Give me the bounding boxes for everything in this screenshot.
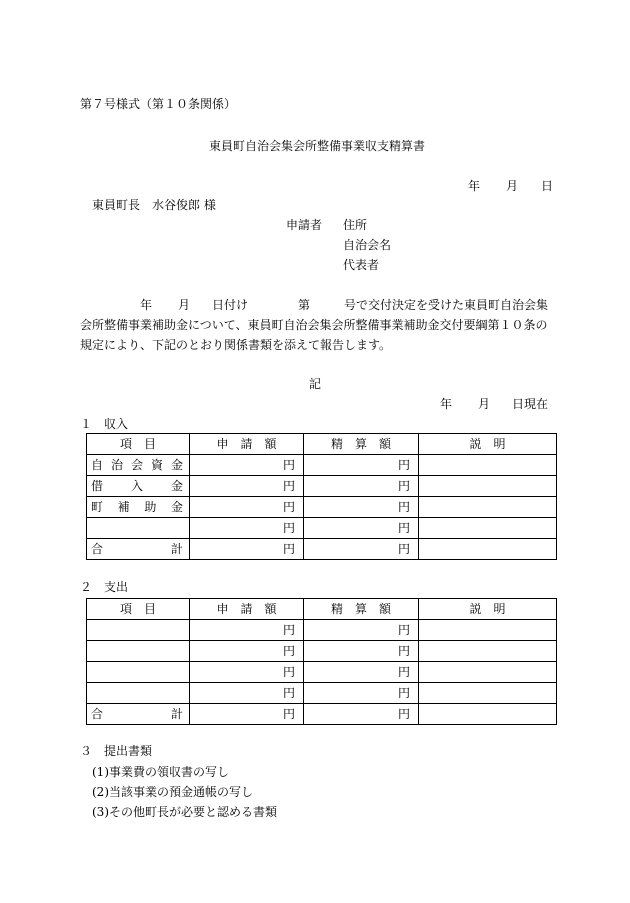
item-char: 金 — [170, 479, 183, 493]
request-amount-cell: 円 — [190, 704, 304, 725]
description-cell — [419, 620, 557, 641]
item-char: 自 — [91, 458, 104, 472]
body-month-label: 月 — [178, 298, 191, 312]
asof-year-label: 年 — [440, 397, 453, 411]
body-number-prefix: 第 — [298, 298, 311, 312]
row-item-cell — [87, 641, 190, 662]
item-char: 金 — [170, 500, 183, 514]
description-cell — [419, 497, 557, 518]
table-row — [87, 518, 557, 539]
document-item: (3)その他町長が必要と認める書類 — [92, 805, 277, 819]
row-item-cell — [87, 476, 190, 497]
body-year-label: 年 — [140, 298, 153, 312]
row-item-cell — [87, 497, 190, 518]
description-cell — [419, 704, 557, 725]
item-char: 計 — [170, 542, 183, 556]
item-char: 計 — [170, 707, 183, 721]
table-row — [87, 704, 557, 725]
date-day-label: 日 — [541, 179, 554, 193]
item-char: 合 — [91, 707, 104, 721]
row-item-cell — [87, 683, 190, 704]
description-cell — [419, 662, 557, 683]
document-item: (1)事業費の領収書の写し — [92, 765, 229, 779]
documents-heading: ３ 提出書類 — [80, 744, 153, 758]
request-amount-cell: 円 — [190, 455, 304, 476]
settled-amount-cell: 円 — [304, 683, 419, 704]
request-amount-cell: 円 — [190, 476, 304, 497]
row-item-cell — [87, 662, 190, 683]
income-heading: １ 収入 — [80, 417, 129, 431]
settled-amount-cell: 円 — [304, 476, 419, 497]
table-row — [87, 641, 557, 662]
request-amount-cell: 円 — [190, 683, 304, 704]
expense-table — [86, 598, 557, 725]
request-amount-cell: 円 — [190, 497, 304, 518]
description-cell — [419, 476, 557, 497]
request-amount-cell: 円 — [190, 518, 304, 539]
item-char: 町 — [91, 500, 104, 514]
row-item-cell — [87, 704, 190, 725]
date-year-label: 年 — [468, 179, 481, 193]
request-amount-cell: 円 — [190, 620, 304, 641]
settled-amount-cell: 円 — [304, 641, 419, 662]
table-row — [87, 539, 557, 560]
row-item-cell — [87, 518, 190, 539]
item-char: 会 — [130, 458, 143, 472]
asof-month-label: 月 — [478, 397, 491, 411]
addressee: 東員町長 水谷俊郎 様 — [92, 198, 216, 212]
row-item-cell — [87, 539, 190, 560]
settled-amount-cell: 円 — [304, 539, 419, 560]
document-title: 東員町自治会集会所整備事業収支精算書 — [209, 139, 426, 153]
header-description: 説 明 — [419, 599, 557, 620]
request-amount-cell: 円 — [190, 641, 304, 662]
applicant-address-label: 住所 — [343, 218, 368, 232]
table-row — [87, 620, 557, 641]
table-row — [87, 497, 557, 518]
description-cell — [419, 539, 557, 560]
form-number: 第７号様式（第１０条関係） — [80, 97, 237, 111]
header-request-amount: 申 請 額 — [190, 599, 304, 620]
header-settled-amount: 精 算 額 — [304, 599, 419, 620]
item-char: 金 — [170, 458, 183, 472]
settled-amount-cell: 円 — [304, 518, 419, 539]
row-item-cell — [87, 455, 190, 476]
settled-amount-cell: 円 — [304, 704, 419, 725]
request-amount-cell: 円 — [190, 662, 304, 683]
table-row — [87, 455, 557, 476]
request-amount-cell: 円 — [190, 539, 304, 560]
income-table — [86, 433, 557, 560]
settled-amount-cell: 円 — [304, 620, 419, 641]
body-line2: 会所整備事業補助金について、東員町自治会集会所整備事業補助金交付要綱第１０条の — [80, 318, 548, 332]
table-row — [87, 476, 557, 497]
settled-amount-cell: 円 — [304, 662, 419, 683]
header-item: 項 目 — [87, 434, 190, 455]
applicant-representative-label: 代表者 — [343, 258, 380, 272]
table-row — [87, 662, 557, 683]
description-cell — [419, 518, 557, 539]
table-row — [87, 683, 557, 704]
body-line3: 規定により、下記のとおり関係書類を添えて報告します。 — [80, 338, 392, 352]
document-item: (2)当該事業の預金通帳の写し — [92, 785, 253, 799]
item-char: 合 — [91, 542, 104, 556]
header-request-amount: 申 請 額 — [190, 434, 304, 455]
item-char: 資 — [150, 458, 163, 472]
applicant-label: 申請者 — [286, 218, 323, 232]
item-char: 治 — [110, 458, 123, 472]
row-item-cell — [87, 620, 190, 641]
item-char: 入 — [130, 479, 143, 493]
body-dated-label: 日付け — [212, 298, 249, 312]
header-description: 説 明 — [419, 434, 557, 455]
header-item: 項 目 — [87, 599, 190, 620]
description-cell — [419, 683, 557, 704]
header-settled-amount: 精 算 額 — [304, 434, 419, 455]
settled-amount-cell: 円 — [304, 497, 419, 518]
item-char: 助 — [144, 500, 157, 514]
description-cell — [419, 641, 557, 662]
description-cell — [419, 455, 557, 476]
asof-suffix: 日現在 — [512, 397, 549, 411]
item-char: 補 — [117, 500, 130, 514]
applicant-association-label: 自治会名 — [343, 238, 392, 252]
expense-heading: ２ 支出 — [80, 580, 129, 594]
ki-label: 記 — [309, 377, 322, 391]
body-line1-text: 号で交付決定を受けた東員町自治会集 — [344, 298, 549, 312]
settled-amount-cell: 円 — [304, 455, 419, 476]
item-char: 借 — [91, 479, 104, 493]
date-month-label: 月 — [506, 179, 519, 193]
